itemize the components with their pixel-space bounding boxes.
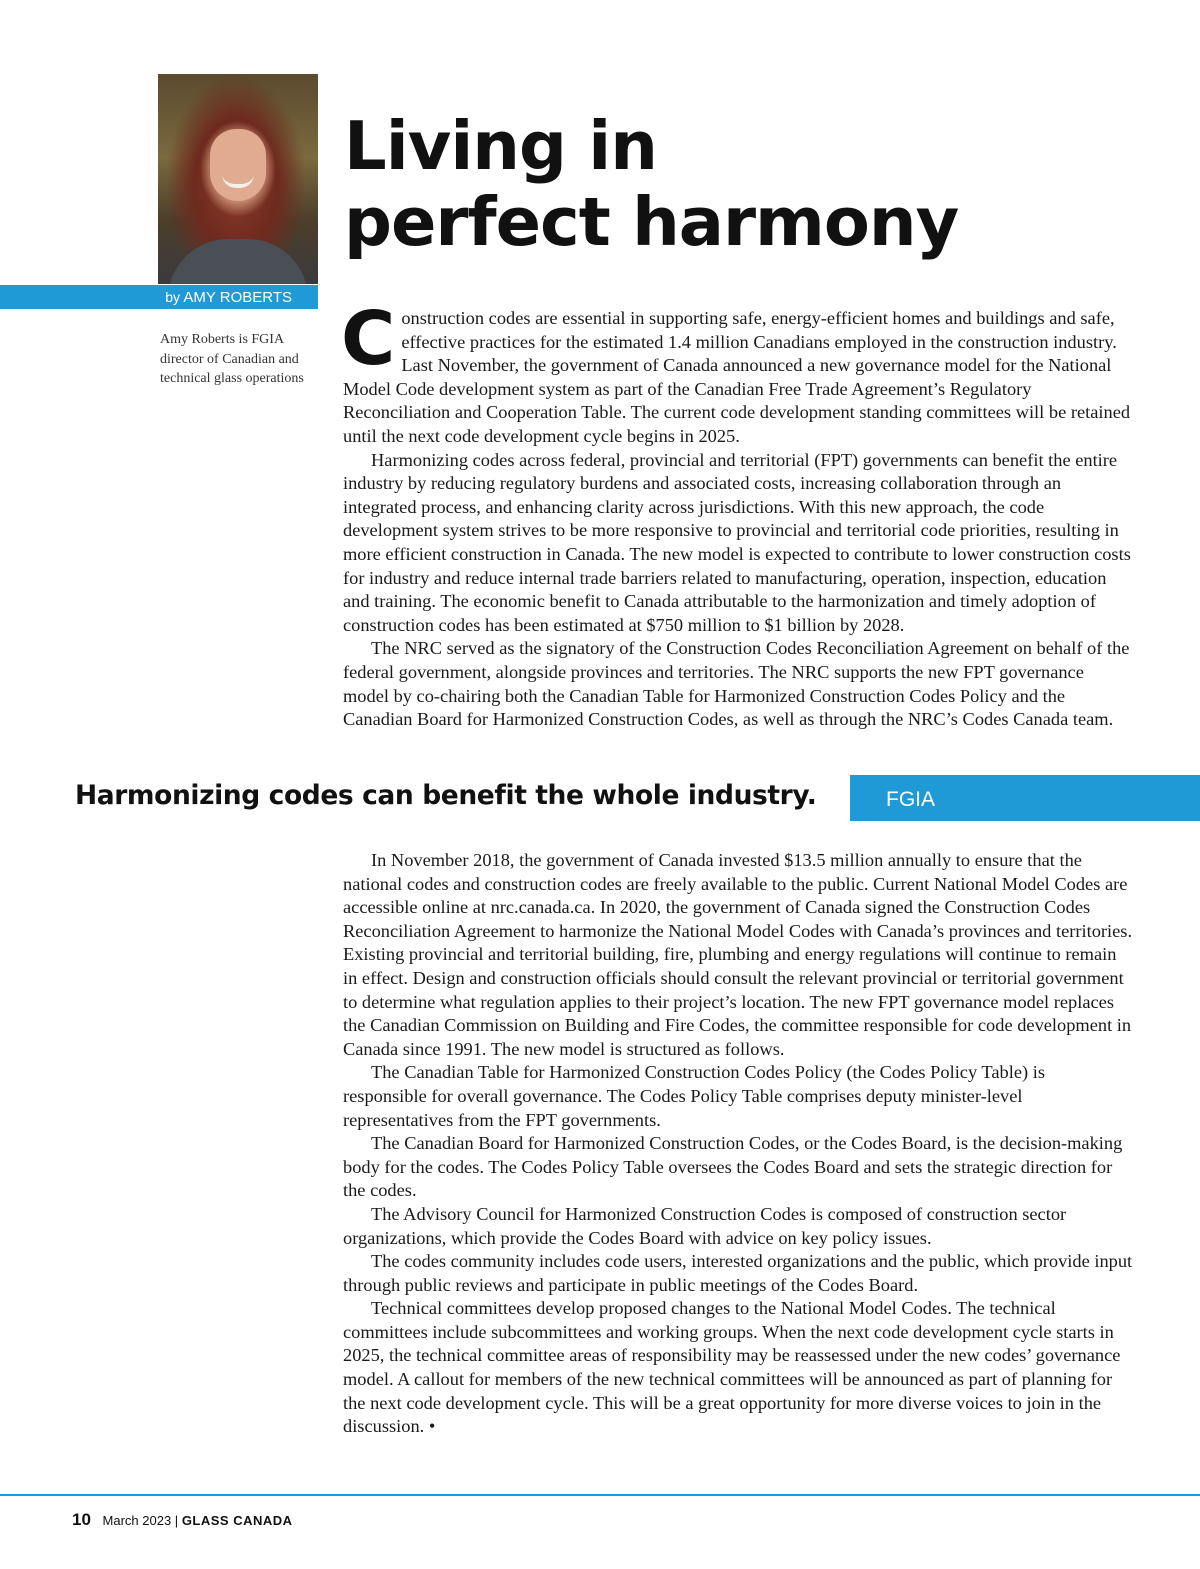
issue-date: March 2023 | [102,1513,179,1528]
drop-cap: C [341,296,396,382]
title-line-1: Living in [344,107,657,185]
byline-bar [0,285,318,309]
author-bio: Amy Roberts is FGIA director of Canadian and technical glass operations [160,332,304,386]
page-number: 10 [72,1510,91,1529]
paragraph-5: The Canadian Table for Harmonized Construction Codes Policy (the Codes Policy Table) is responsible for overall governance. The Codes Policy Table comprises deputy minister-level representatives from the FPT governments. [343,1062,1045,1130]
pull-quote-credit-bar [850,775,1200,821]
article-column-bottom [343,849,1133,1439]
article-title [344,108,1164,260]
title-line-2: perfect harmony [344,183,959,261]
paragraph-7: The Advisory Council for Harmonized Construction Codes is composed of construction sector organizations, which provide the Codes Board with advice on key policy issues. [343,1203,1067,1248]
paragraph-8: The codes community includes code users, interested organizations and the public, which provide input through public reviews and participate in public meetings of the Codes Board. [343,1251,1133,1295]
byline-by: by [165,289,181,305]
footer-rule [0,1494,1200,1496]
page-footer [72,1509,293,1532]
paragraph-4: In November 2018, the government of Canada invested $13.5 million annually to ensure that the national codes and construction codes are freely available to the public. Current National Model Codes are accessible online at nrc.canada.ca. In 2020, the government of Canada signed the Construction Codes Reconciliation Agreement to harmonize the National Model Codes with Canada’s provinces and territories. Existing provincial and territorial building, fire, plumbing and energy regulations will continue to remain in effect. Design and construction officials should consult the relevant provincial or territorial government to determine what regulation applies to their project’s location. The new FPT governance model replaces the Canadian Commission on Building and Fire Codes, the committee responsible for code development in Canada since 1991. The new model is structured as follows. [343,850,1133,1059]
byline-author-name: AMY ROBERTS [183,289,292,306]
article-column-top [341,296,1133,732]
author-photo-face [210,129,266,201]
paragraph-1-text: onstruction codes are essential in supporting safe, energy-efficient homes and buildings and safe, effective practices for the estimated 1.4 million Canadians employed in the construction industry. Last November, the government of Canada announced a new governance model for the National Model Code development system as part of the Canadian Free Trade Agreement’s Regulatory Reconciliation and Cooperation Table. The current code development standing committees will be retained until the next code development cycle begins in 2025. [343,308,1131,446]
paragraph-3: The NRC served as the signatory of the Construction Codes Reconciliation Agreement on behalf of the federal government, alongside provinces and territories. The NRC supports the new FPT governance model by co-chairing both the Canadian Table for Harmonized Construction Codes Policy and the Canadian Board for Harmonized Construction Codes, as well as through the NRC’s Codes Canada team. [343,638,1130,730]
paragraph-1 [341,296,1133,449]
pull-quote-credit: FGIA [886,788,936,811]
magazine-name: GLASS CANADA [181,1513,293,1528]
pull-quote: Harmonizing codes can benefit the whole industry. [75,780,817,811]
paragraph-2: Harmonizing codes across federal, provincial and territorial (FPT) governments can benefit the entire industry by reducing regulatory burdens and associated costs, increasing collaboration through an integrated process, and enhancing clarity across jurisdictions. With this new approach, the code development system strives to be more responsive to provincial and territorial code priorities, resulting in more efficient construction in Canada. The new model is expected to contribute to lower construction costs for industry and reduce internal trade barriers related to manufacturing, operation, inspection, education and training. The economic benefit to Canada attributable to the harmonization and timely adoption of construction codes has been estimated at $750 million to $1 billion by 2028. [343,449,1131,635]
paragraph-9: Technical committees develop proposed changes to the National Model Codes. The technical committees include subcommittees and working groups. When the next code development cycle starts in 2025, the technical committee areas of responsibility may be reassessed under the new codes’ governance model. A callout for members of the new technical committees will be announced as part of planning for the next code development cycle. This will be a great opportunity for more diverse voices to join in the discussion. • [343,1298,1121,1437]
author-photo [158,74,318,284]
paragraph-6: The Canadian Board for Harmonized Construction Codes, or the Codes Board, is the decision-making body for the codes. The Codes Policy Table oversees the Codes Board and sets the strategic direction for the codes. [343,1133,1123,1201]
author-photo-shoulders [168,239,308,284]
